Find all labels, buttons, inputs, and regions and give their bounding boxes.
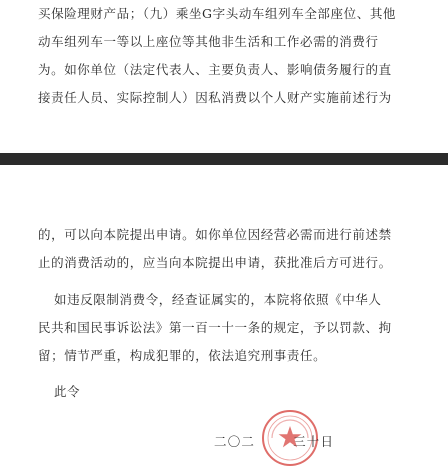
body-text-line: 为。如你单位（法定代表人、主要负责人、影响债务履行的直 [38,62,392,77]
body-text-line: 的，可以向本院提出申请。如你单位因经营必需而进行前述禁 [38,227,392,242]
body-text-line: 买保险理财产品；（九）乘坐G字头动车组列车全部座位、其他 [38,6,397,21]
document-page-bottom [0,165,448,462]
issue-date-right: 三十日 [293,434,335,449]
document-page-top [0,0,448,153]
issue-date [214,432,334,450]
body-text-line: 民共和国民事诉讼法》第一百一十一条的规定，予以罚款、拘 [38,320,392,335]
issue-date-left: 二〇二 [214,434,256,449]
body-text-line: 动车组列车一等以上座位等其他非生活和工作必需的消费行 [38,34,379,49]
body-text-line: 止的消费活动的，应当向本院提出申请，获批准后方可进行。 [38,255,392,270]
body-text-line: 接责任人员、实际控制人）因私消费以个人财产实施前述行为 [38,90,392,105]
page-separator [0,153,448,165]
body-text-line: 如违反限制消费令，经查证属实的，本院将依照《中华人 [54,292,382,307]
body-text-line: 留；情节严重，构成犯罪的，依法追究刑事责任。 [38,348,327,363]
closing-order-text: 此令 [54,384,81,399]
